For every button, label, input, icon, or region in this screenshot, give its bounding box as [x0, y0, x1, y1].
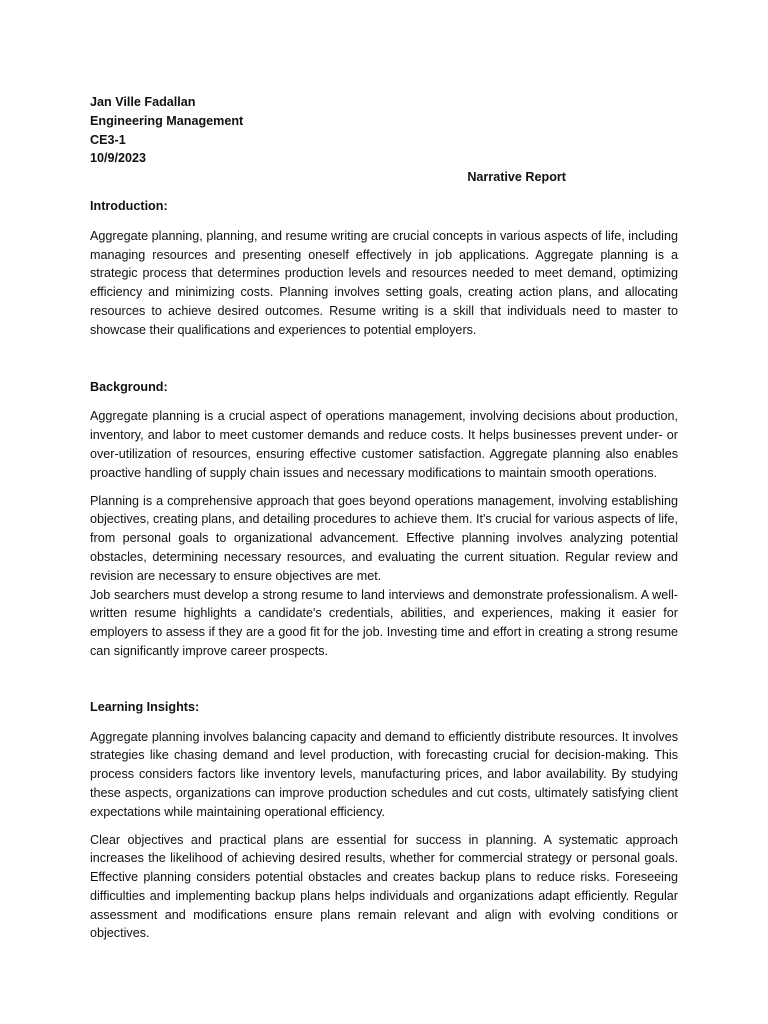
report-date: 10/9/2023	[90, 151, 147, 166]
class-section: CE3-1	[90, 132, 126, 147]
background-paragraph-3: Job searchers must develop a strong resume to land interviews and demonstrate professionalism. A well- written resume highlights a candidate's credentials, abilities, and experiences, making it easier for employers to assess if they are a good fit for the job. Investing time and effort in creating a strong resume can significantly improve career prospects.	[90, 587, 678, 658]
learning-insights-heading: Learning Insights:	[90, 699, 200, 714]
learning-insights-paragraph-1: Aggregate planning involves balancing capacity and demand to efficiently distribute resources. It involves strategies like chasing demand and level production, with forecasting crucial for decision-making. This process considers factors like inventory levels, manufacturing prices, and labor availability. By studying these aspects, organizations can improve production schedules and cut costs, ultimately satisfying client expectations while maintaining operational efficiency.	[90, 729, 678, 819]
report-title: Narrative Report	[467, 170, 566, 185]
course-name: Engineering Management	[90, 113, 244, 128]
background-paragraph-1: Aggregate planning is a crucial aspect of operations management, involving decisions about production, inventory, and labor to meet customer demands and reduce costs. It helps businesses prevent under- or over-utilization of resources, ensuring effective customer satisfaction. Aggregate planning also enables proactive handling of supply chain issues and necessary modifications to maintain smooth operations.	[90, 409, 678, 480]
document-body	[90, 93, 678, 943]
author-name: Jan Ville Fadallan	[90, 95, 196, 109]
introduction-heading: Introduction:	[90, 198, 168, 213]
background-paragraph-2: Planning is a comprehensive approach that goes beyond operations management, involving establishing objectives, creating plans, and detailing procedures to achieve them. It's crucial for various aspects of life, from personal goals to organizational advancement. Effective planning involves analyzing potential obstacles, determining necessary resources, and evaluating the current situation. Regular review and revision are necessary to ensure objectives are met.	[90, 493, 678, 583]
background-heading: Background:	[90, 379, 168, 394]
introduction-paragraph: Aggregate planning, planning, and resume writing are crucial concepts in various aspects of life, including managing resources and presenting oneself effectively in job applications. Aggregate planning is a strategic process that determines production levels and resources needed to meet demand, optimizing efficiency and minimizing costs. Planning involves setting goals, creating action plans, and allocating resources to achieve desired outcomes. Resume writing is a skill that individuals need to master to showcase their qualifications and experiences to potential employers.	[90, 228, 678, 337]
learning-insights-paragraph-2: Clear objectives and practical plans are essential for success in planning. A systematic approach increases the likelihood of achieving desired results, whether for commercial strategy or personal goals. Effective planning considers potential obstacles and creates backup plans to reduce risks. Foreseeing difficulties and implementing backup plans helps individuals and organizations adapt efficiently. Regular assessment and modifications ensure plans remain relevant and align with evolving conditions or objectives.	[90, 832, 678, 941]
